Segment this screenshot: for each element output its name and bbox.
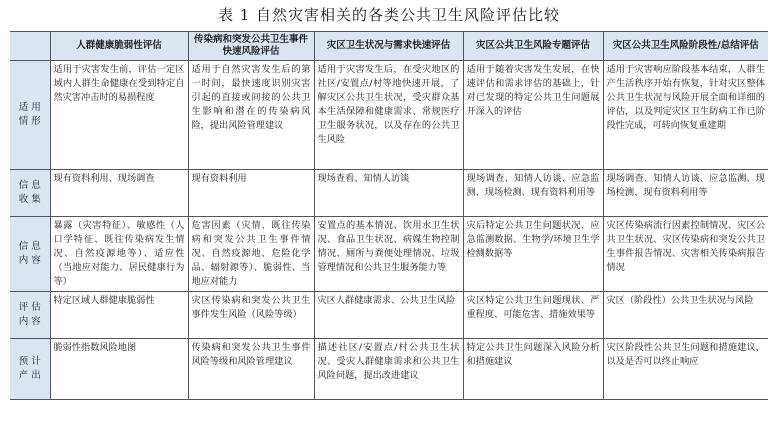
- column-header: 灾区公共卫生风险阶段性/总结评估: [603, 32, 768, 61]
- table-cell: 灾区（阶段性）公共卫生状况与风险: [603, 292, 768, 339]
- table-cell: 暴露（灾害特征）、敏感性（人口学特征、既往传染病发生情况、自然疫源地等）、适应性（当地应对能力、居民健康行为等）: [50, 217, 188, 292]
- table-row: [10, 170, 768, 217]
- column-header: 传染病和突发公共卫生事件快速风险评估: [188, 32, 314, 61]
- row-header: 适用情形: [10, 61, 50, 170]
- row-header: 评估内容: [10, 292, 50, 339]
- column-header: 灾区公共卫生风险专题评估: [463, 32, 603, 61]
- table-cell: 特定区域人群健康脆弱性: [50, 292, 188, 339]
- table-cell: 灾区传染病和突发公共卫生事件发生风险（风险等级）: [188, 292, 314, 339]
- table-row: [10, 339, 768, 400]
- table-cell: 灾区阶段性公共卫生问题和措施建议，以及是否可以终止响应: [603, 339, 768, 400]
- table-cell: 灾后特定公共卫生问题状况、应急监测数据、生物学/环境卫生学检测数据等: [463, 217, 603, 292]
- table-row: [10, 292, 768, 339]
- table-row: [10, 61, 768, 170]
- row-header: 信息内容: [10, 217, 50, 292]
- row-header: 预计产出: [10, 339, 50, 400]
- table-cell: 灾区传染病流行因素控制情况、灾区公共卫生状况、灾区传染病和突发公共卫生事件报告情况、灾害相关传染病报告情况: [603, 217, 768, 292]
- table-title: 表 1 自然灾害相关的各类公共卫生风险评估比较: [217, 6, 561, 24]
- table-cell: 危害因素（灾情、既往传染病和突发公共卫生事件情况、自然疫源地、危险化学品、辐射源等）、脆弱性、当地应对能力: [188, 217, 314, 292]
- table-cell: 适用于灾害发生前，评估一定区域内人群生命健康在受到特定自然灾害冲击时的易损程度: [50, 61, 188, 170]
- table-cell: 灾区特定公共卫生问题现状、严重程度、可能危害、措施效果等: [463, 292, 603, 339]
- row-header: 信息收集: [10, 170, 50, 217]
- table-cell: 现场调查、知情人访谈、应急监测、现场检测、现有资料利用等: [463, 170, 603, 217]
- table-cell: 现有资料利用: [188, 170, 314, 217]
- table-cell: 描述社区/安置点/村公共卫生状况、受灾人群健康需求和公共卫生风险问题，提出改进建议: [314, 339, 463, 400]
- table-cell: 现场查看、知情人访谈: [314, 170, 463, 217]
- table-cell: 适用于灾害响应阶段基本结束，人群生产生活秩序开始有恢复，针对灾区整体公共卫生状况与风险开展全面和详细的评估，以及判定灾区卫生防病工作已阶段性完成，可转向恢复重建期: [603, 61, 768, 170]
- table-cell: 现场调查、知情人访谈、应急监测、现场检测、现有资料利用等: [603, 170, 768, 217]
- table-cell: 脆弱性指数风险地图: [50, 339, 188, 400]
- table-cell: 现有资料利用、现场调查: [50, 170, 188, 217]
- table-cell: 灾区人群健康需求、公共卫生风险: [314, 292, 463, 339]
- table-row: [10, 217, 768, 292]
- header-row: [10, 32, 768, 61]
- comparison-table: [10, 31, 768, 400]
- table-cell: 特定公共卫生问题深入风险分析和措施建议: [463, 339, 603, 400]
- column-header: 人群健康脆弱性评估: [50, 32, 188, 61]
- corner-header: [10, 32, 50, 61]
- table-cell: 安置点的基本情况、饮用水卫生状况、食品卫生状况、病媒生物控制情况、厕所与粪便处理情况、垃圾管理情况和公共卫生服务能力等: [314, 217, 463, 292]
- column-header: 灾区卫生状况与需求快速评估: [314, 32, 463, 61]
- table-cell: 传染病和突发公共卫生事件风险等级和风险管理建议: [188, 339, 314, 400]
- table-cell: 适用于随着灾害发生发展，在快速评估和需求评估的基础上，针对已发现的特定公共卫生问题展开深入的评估: [463, 61, 603, 170]
- table-cell: 适用于灾害发生后，在受灾地区的社区/安置点/村等地快速开展，了解灾区公共卫生状况，受灾群众基本生活保障和健康需求、常规医疗卫生服务状况，以及存在的公共卫生风险: [314, 61, 463, 170]
- table-cell: 适用于自然灾害发生后的第一时间，最快速度识别灾害引起的直接或间接的公共卫生影响和潜在的传染病风险，提出风险管理建议: [188, 61, 314, 170]
